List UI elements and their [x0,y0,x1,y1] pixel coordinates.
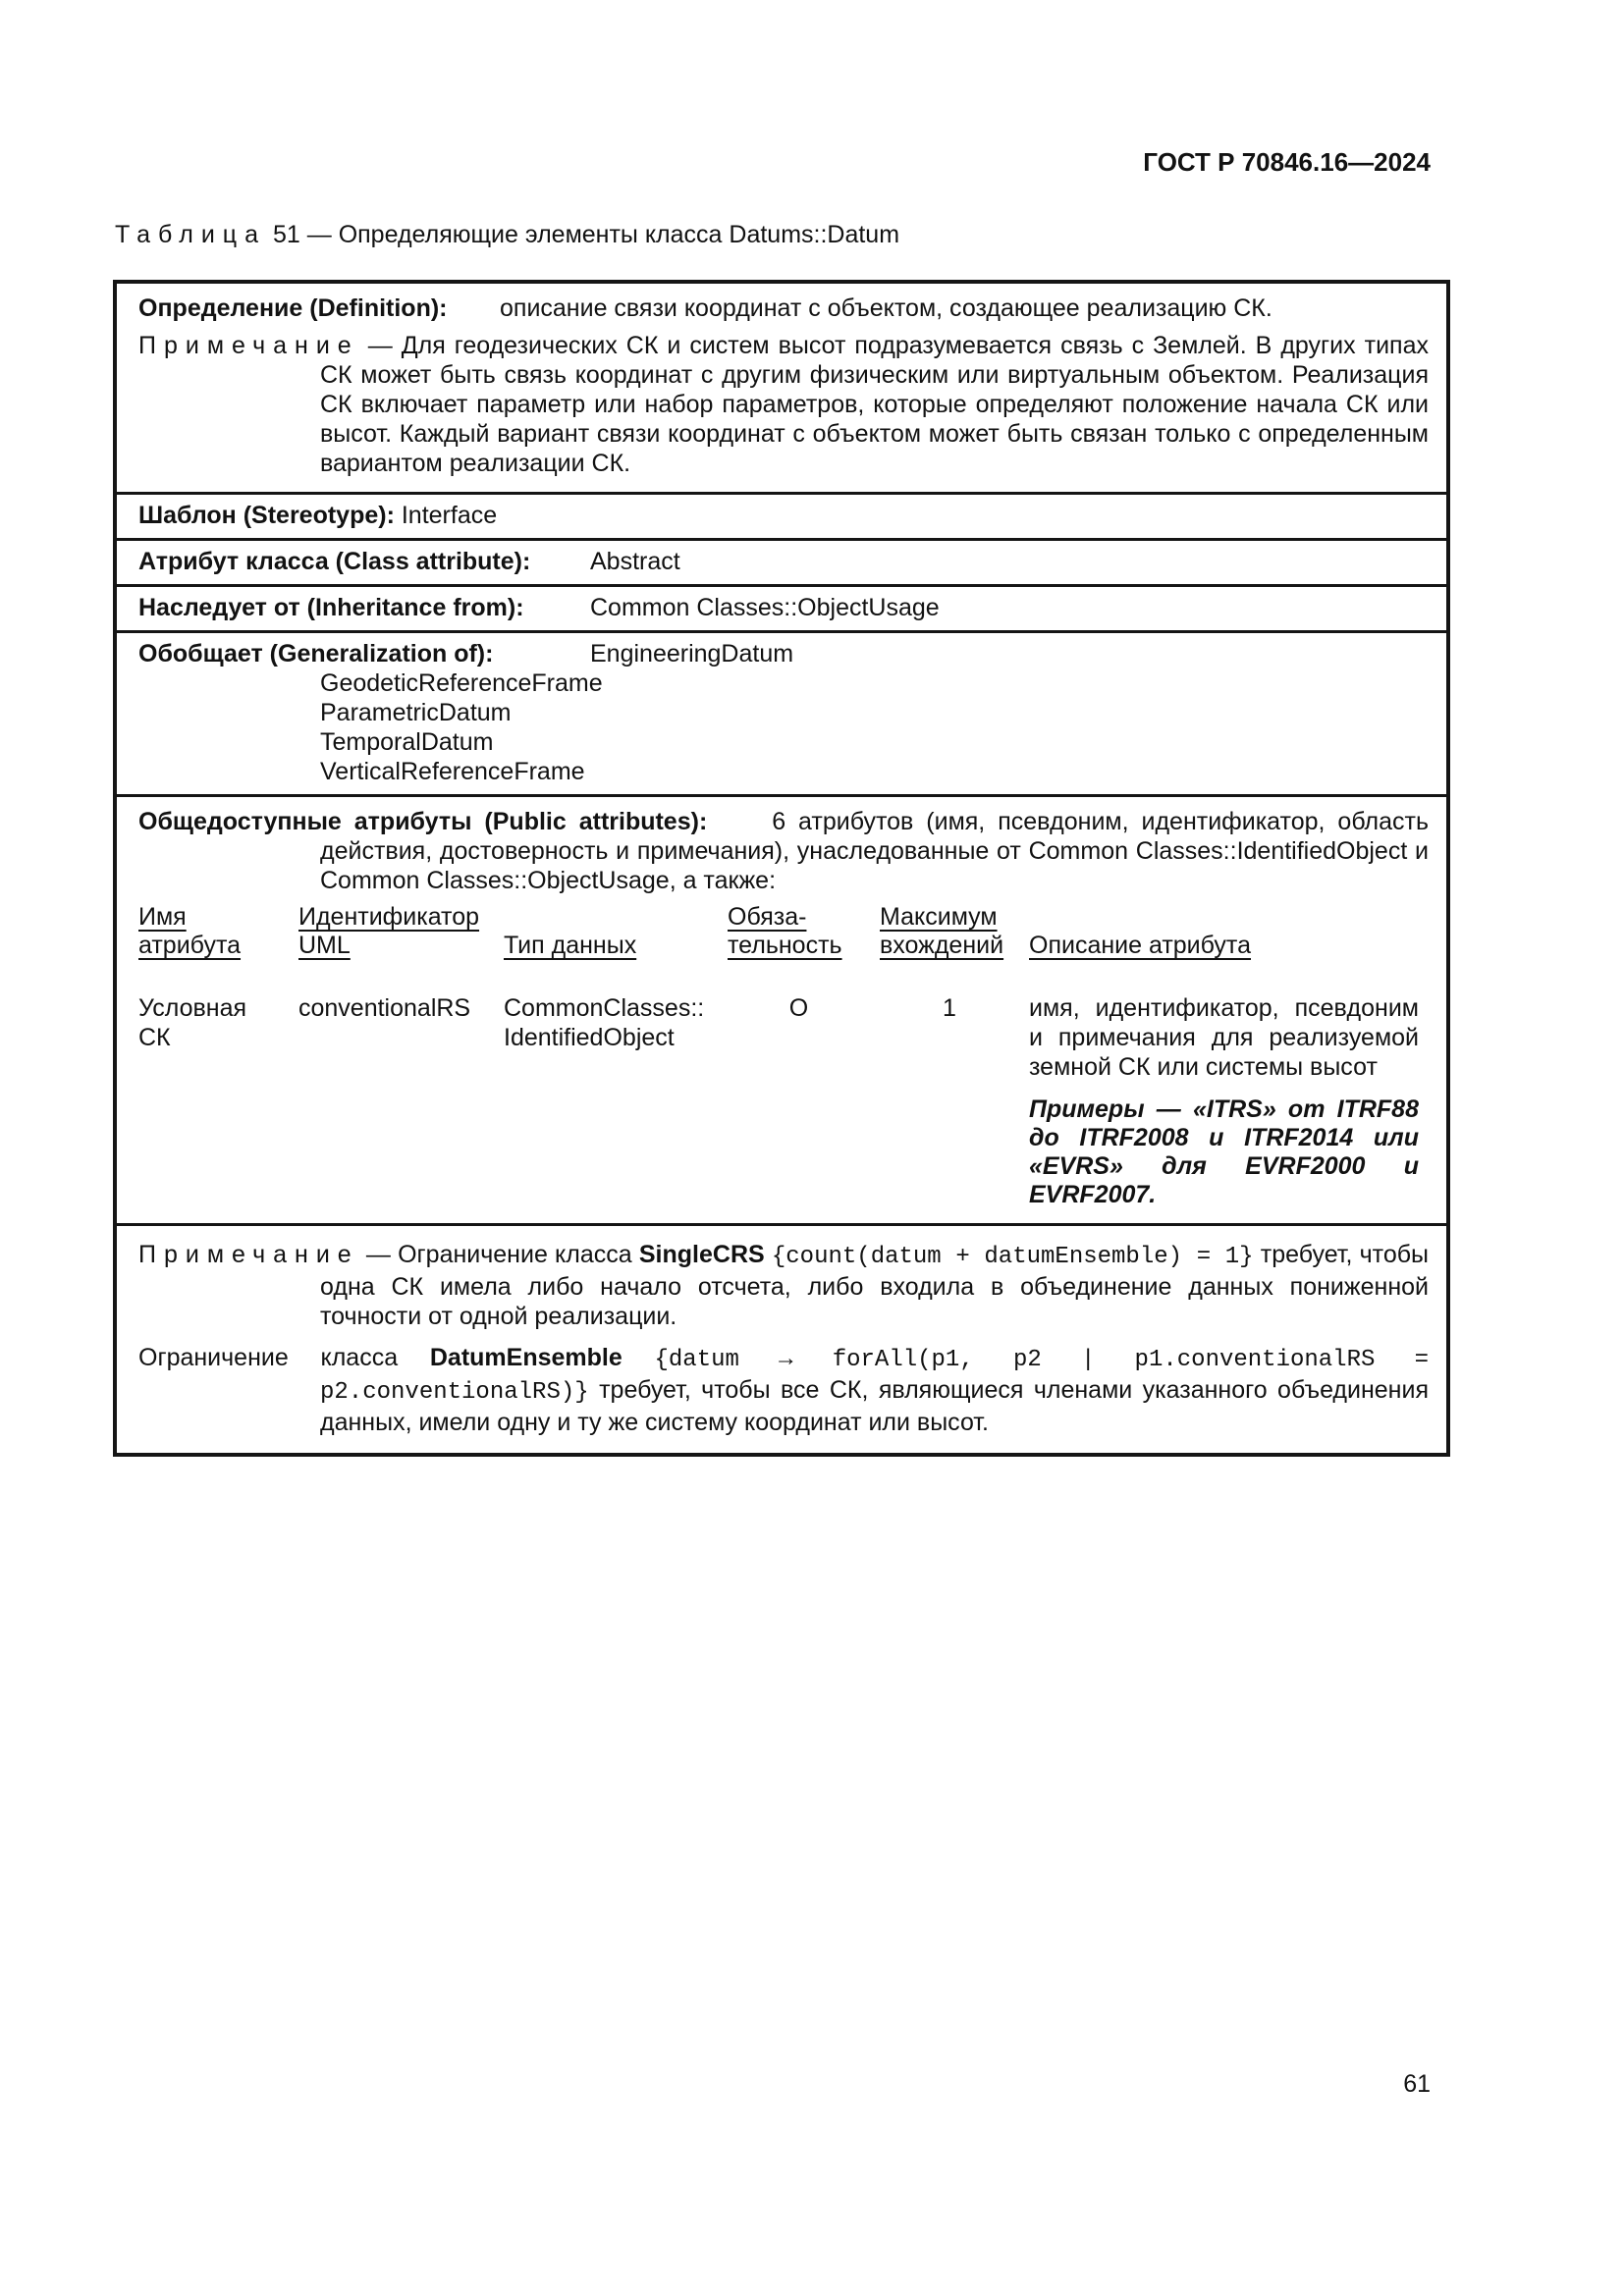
column-header-uml-identifier: Идентификатор UML [298,903,480,959]
row-generalization [117,630,1446,794]
class-attribute-label: Атрибут класса (Class attribute): [138,548,531,575]
single-crs-class-name: SingleCRS [638,1241,765,1268]
row-public-attributes [117,794,1446,1223]
class-attribute-line [138,547,1429,576]
row-inheritance [117,584,1446,630]
stereotype-line [138,501,1429,530]
inheritance-label: Наследует от (Inheritance from): [138,594,524,621]
definition-note-text: Для геодезических СК и систем высот подразумевается связь с Землей. В других типах СК может быть связь координат с другим физическим или виртуальным объектом. Реализация СК включает параметр или набор параметров, которые определяют положение начала СК или высот. Каждый вариант связи координат с объектом может быть связан только с определенным вариантом реализации СК. [320,332,1429,477]
attribute-description-text: имя, идентификатор, псевдоним и примечания для реализуемой земной СК или системы высот [1029,994,1419,1081]
public-attributes-label: Общедоступные атрибуты (Public attributes): [138,808,708,835]
attribute-data-row [138,993,1429,1209]
datum-ensemble-ocl-code: {datum → forAll(p1, p2 | p1.conventionalRS = p2.conventionalRS)} [320,1347,1429,1406]
table-caption [115,220,899,249]
table-caption-word: Таблица [115,221,267,248]
definition-note-dash: — [367,332,393,359]
attribute-max-cell: 1 [943,994,956,1022]
generalization-line [138,639,1429,668]
single-crs-note-dash: — [365,1241,391,1268]
definition-text: описание связи координат с объектом, создающее реализацию СК. [500,294,1272,322]
column-header-attribute-description: Описание атрибута [1029,932,1251,959]
attribute-obligation-cell: O [788,994,809,1022]
page-number: 61 [1403,2070,1431,2098]
attribute-type-cell: CommonClasses:: IdentifiedObject [504,994,705,1051]
definition-note [138,331,1429,478]
attributes-header-row [138,903,1429,960]
attribute-uml-cell: conventionalRS [298,994,471,1022]
document-number-header: ГОСТ Р 70846.16—2024 [1143,147,1431,177]
column-header-attribute-name: Имя атрибута [138,903,242,959]
column-header-data-type: Тип данных [504,932,637,959]
row-stereotype [117,492,1446,538]
row-class-attribute [117,538,1446,584]
single-crs-note [138,1240,1429,1331]
stereotype-value: Interface [401,502,498,529]
datum-class-table [113,280,1450,1457]
datum-ensemble-constraint [138,1343,1429,1437]
single-crs-note-text-after: требует, чтобы одна СК имела либо начало отсчета, либо входила в объединение данных пониженной точности от одной реализации. [320,1241,1430,1330]
class-attribute-value: Abstract [590,548,680,575]
table-caption-number: 51 [272,221,300,248]
attribute-description-cell [1029,993,1429,1209]
public-attributes-intro [138,807,1429,895]
definition-label: Определение (Definition): [138,294,448,322]
table-caption-dash: — [306,221,332,248]
public-attributes-intro-text: 6 атрибутов (имя, псевдоним, идентификатор, область действия, достоверность и примечания), унаследованные от Common Classes::IdentifiedObject и Common Classes::ObjectUsage, а также: [320,808,1429,894]
attribute-name-cell: Условная СК [138,994,247,1051]
generalization-items: GeodeticReferenceFrame ParametricDatum TemporalDatum VerticalReferenceFrame [320,669,603,785]
single-crs-ocl-code: {count(datum + datumEnsemble) = 1} [771,1244,1254,1270]
column-header-obligation: Обяза- тельность [728,903,842,959]
single-crs-note-label: Примечание [138,1241,359,1268]
inheritance-line [138,593,1429,622]
generalization-first-item: EngineeringDatum [590,640,794,667]
generalization-label: Обобщает (Generalization of): [138,640,494,667]
definition-note-label: Примечание [138,332,359,359]
single-crs-note-text-before: Ограничение класса [398,1241,632,1268]
table-caption-title: Определяющие элементы класса Datums::Datum [338,221,900,248]
definition-line [138,294,1429,323]
stereotype-label: Шаблон (Stereotype): [138,502,395,529]
datum-ensemble-text-before: Ограничение класса [138,1344,399,1371]
column-header-max-occurrences: Максимум вхождений [880,903,1004,959]
datum-ensemble-text-after: требует, чтобы все СК, являющиеся членами указанного объединения данных, имели одну и ту же систему координат или высот. [320,1376,1429,1436]
row-definition [117,284,1446,492]
attribute-example-text: Примеры — «ITRS» от ITRF88 до ITRF2008 и ITRF2014 или «EVRS» для EVRF2000 и EVRF2007. [1029,1095,1419,1208]
inheritance-value: Common Classes::ObjectUsage [590,594,940,621]
datum-ensemble-class-name: DatumEnsemble [429,1344,623,1371]
row-constraints [117,1223,1446,1453]
